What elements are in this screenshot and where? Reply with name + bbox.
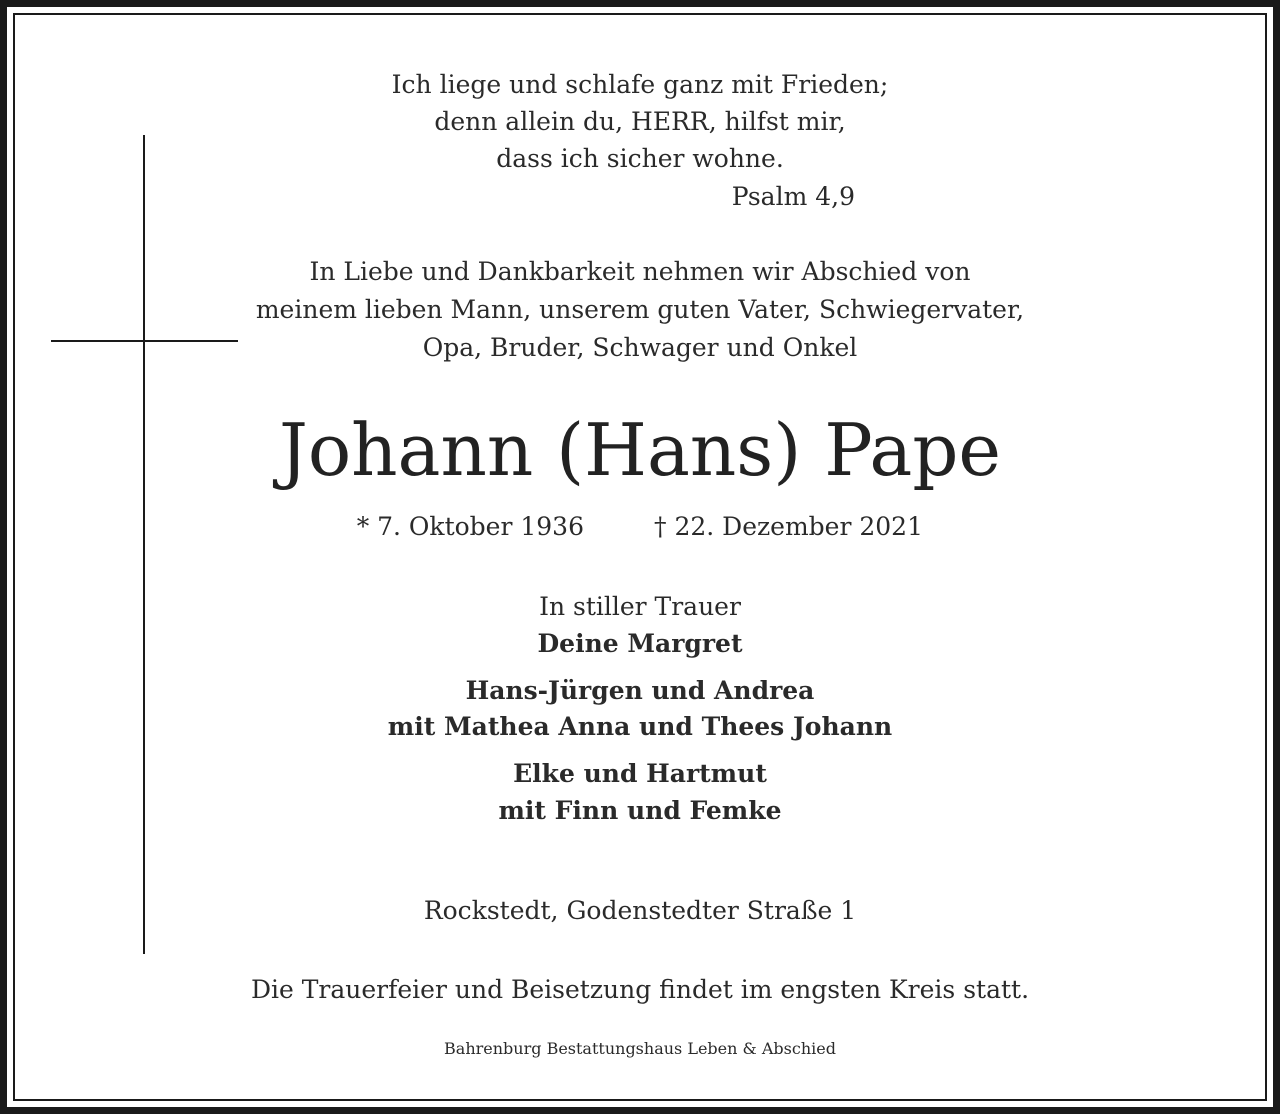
intro-line-3: Opa, Bruder, Schwager und Onkel	[422, 333, 858, 362]
mourner-family-2-line-2: mit Finn und Femke	[498, 796, 782, 825]
deceased-name: Johann (Hans) Pape	[278, 408, 1002, 492]
undertaker-name: Bahrenburg Bestattungshaus Leben & Abschied	[444, 1039, 836, 1058]
intro-line-2: meinem lieben Mann, unserem guten Vater, Schwiegervater,	[255, 295, 1025, 324]
verse-line-1: Ich liege und schlafe ganz mit Frieden;	[391, 70, 889, 99]
mourner-family-2-line-1: Elke und Hartmut	[513, 759, 767, 788]
birth-date: * 7. Oktober 1936	[356, 512, 584, 541]
mourner-family-1-line-2: mit Mathea Anna und Thees Johann	[387, 712, 893, 741]
verse-reference: Psalm 4,9	[731, 182, 855, 211]
intro-line-1: In Liebe und Dankbarkeit nehmen wir Abschied von	[309, 257, 971, 286]
inner-border	[13, 13, 1267, 1101]
mourner-spouse: Deine Margret	[537, 629, 743, 658]
mourners-heading: In stiller Trauer	[539, 592, 741, 621]
verse-line-3: dass ich sicher wohne.	[496, 144, 784, 173]
mourner-family-1-line-1: Hans-Jürgen und Andrea	[465, 676, 815, 705]
verse-line-2: denn allein du, HERR, hilfst mir,	[434, 107, 846, 136]
address: Rockstedt, Godenstedter Straße 1	[423, 896, 857, 925]
death-date: † 22. Dezember 2021	[654, 512, 923, 541]
ceremony-notice: Die Trauerfeier und Beisetzung findet im engsten Kreis statt.	[250, 975, 1030, 1004]
